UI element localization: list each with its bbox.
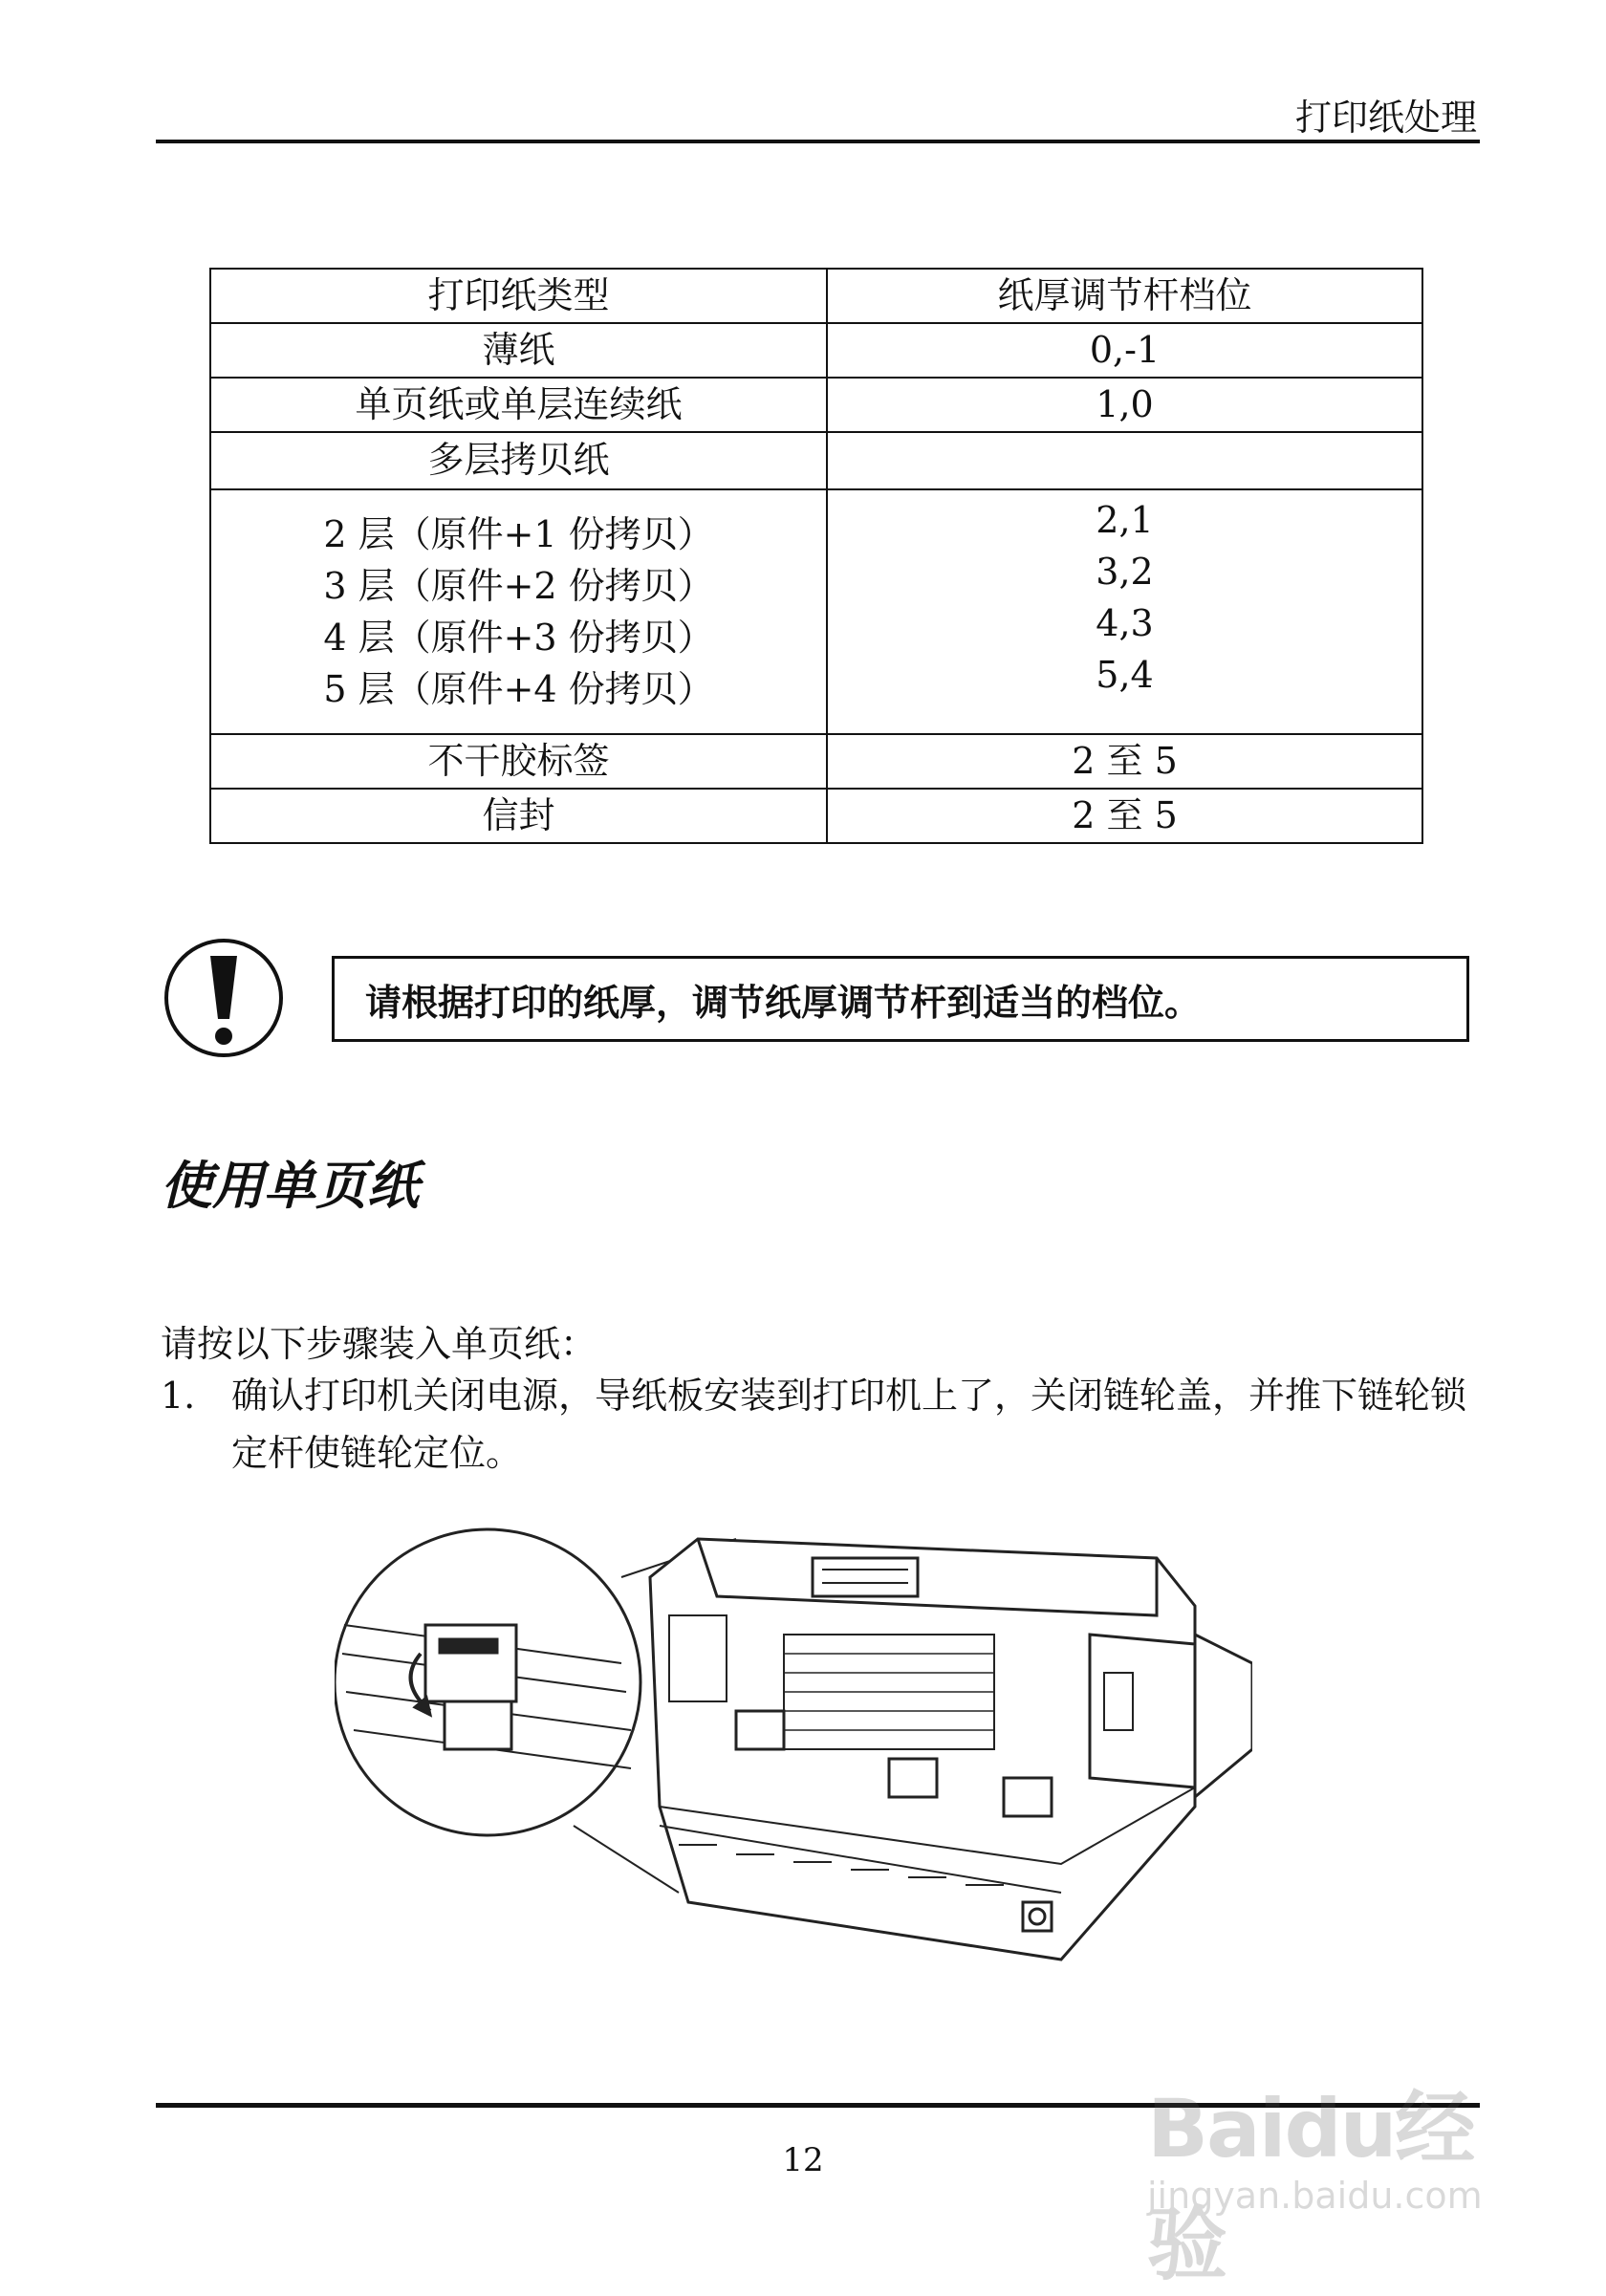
table-cell-multipart-types <box>210 489 827 734</box>
note-box <box>332 956 1469 1042</box>
section-intro: 请按以下步骤装入单页纸： <box>161 1323 597 1365</box>
table-cell-setting: 1,0 <box>827 378 1422 432</box>
table-cell-multipart-settings <box>827 489 1422 734</box>
page-number: 12 <box>782 2141 824 2179</box>
table-row <box>210 432 1422 489</box>
table-header-cell: 打印纸类型 <box>210 269 827 323</box>
table-cell-setting: 2 至 5 <box>827 734 1422 789</box>
table-header-row <box>210 269 1422 323</box>
watermark-url: jingyan.baidu.com <box>1147 2175 1483 2217</box>
watermark-brand: Baidu经验 <box>1147 2082 1474 2291</box>
table-row-multipart <box>210 489 1422 734</box>
exclamation-icon <box>163 937 285 1059</box>
multipart-type: 5 层（原件+4 份拷贝） <box>323 668 714 710</box>
table-cell-type: 多层拷贝纸 <box>210 432 827 489</box>
multipart-setting: 4,3 <box>1096 602 1154 644</box>
table-header-cell: 纸厚调节杆档位 <box>827 269 1422 323</box>
section-title: 使用单页纸 <box>161 1156 419 1216</box>
table-row <box>210 323 1422 378</box>
table-cell-type: 信封 <box>210 789 827 843</box>
table-cell-setting: 2 至 5 <box>827 789 1422 843</box>
multipart-setting: 3,2 <box>1096 551 1154 593</box>
step-number: 1. <box>161 1375 196 1417</box>
paper-thickness-table <box>209 268 1423 844</box>
multipart-type: 2 层（原件+1 份拷贝） <box>323 513 714 555</box>
table-cell-setting: 0,-1 <box>827 323 1422 378</box>
step-text: 确认打印机关闭电源，导纸板安装到打印机上了，关闭链轮盖，并推下链轮锁定杆使链轮定位。 <box>231 1375 1467 1474</box>
baidu-jingyan-watermark <box>1128 2055 1530 2291</box>
table-row <box>210 378 1422 432</box>
multipart-setting: 5,4 <box>1096 654 1154 696</box>
page-header-title: 打印纸处理 <box>1294 97 1477 139</box>
table-cell-type: 不干胶标签 <box>210 734 827 789</box>
table-cell-setting <box>827 432 1422 489</box>
header-rule <box>156 140 1480 143</box>
table-row <box>210 734 1422 789</box>
multipart-type: 4 层（原件+3 份拷贝） <box>323 617 714 659</box>
printer-body <box>650 1539 1252 1960</box>
multipart-type: 3 层（原件+2 份拷贝） <box>323 565 714 607</box>
step-item <box>161 1367 1480 1482</box>
table-cell-type: 薄纸 <box>210 323 827 378</box>
note-text: 请根据打印的纸厚，调节纸厚调节杆到适当的档位。 <box>365 981 1202 1024</box>
multipart-setting: 2,1 <box>1096 499 1154 541</box>
zoom-inset <box>335 1529 640 1835</box>
table-cell-type: 单页纸或单层连续纸 <box>210 378 827 432</box>
printer-illustration <box>335 1520 1252 1998</box>
table-row <box>210 789 1422 843</box>
